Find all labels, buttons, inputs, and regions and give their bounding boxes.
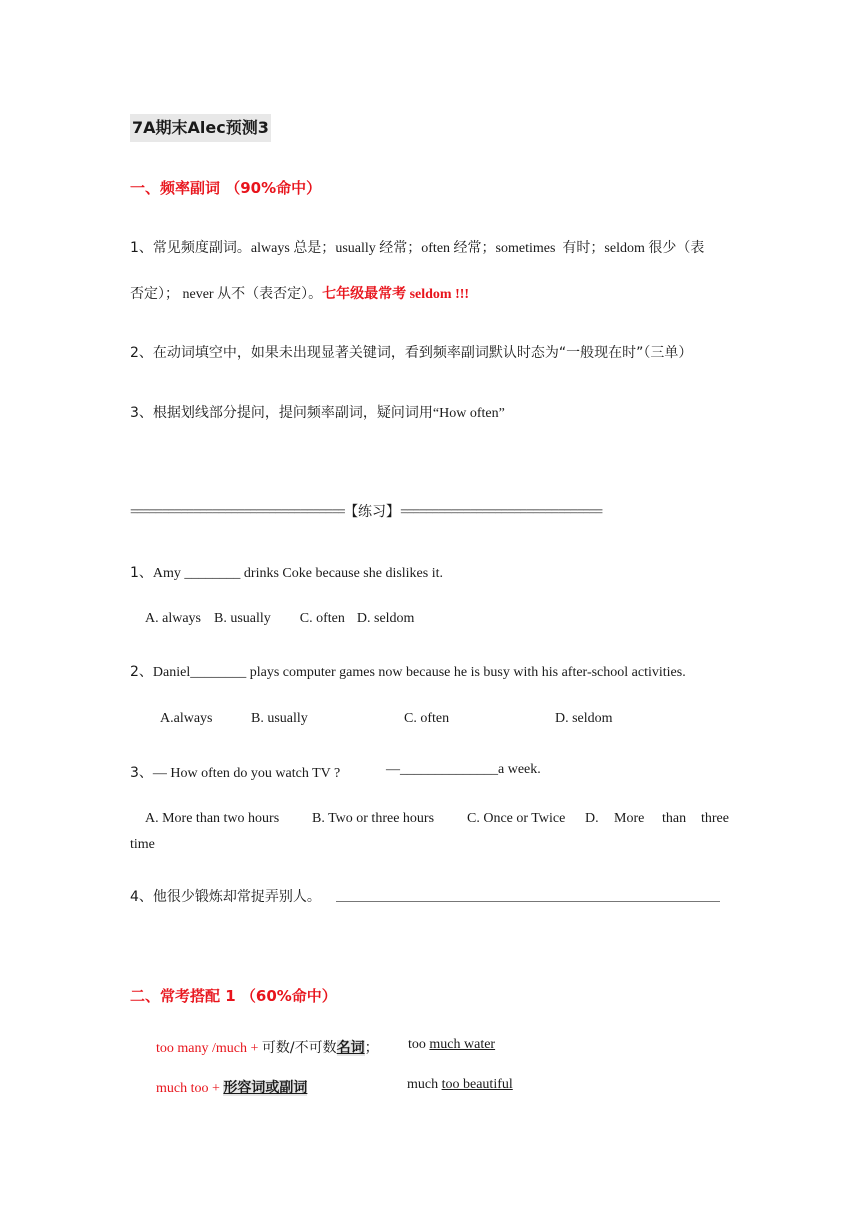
option-d-text[interactable]: More xyxy=(614,811,645,826)
question-number: 2、 xyxy=(130,664,153,680)
dash: — xyxy=(386,762,400,777)
question-text: Amy xyxy=(152,566,181,581)
rule-number: 3、 xyxy=(130,405,153,421)
example-underlined: much water xyxy=(429,1037,496,1052)
rule-text: 常见频度副词。 xyxy=(152,240,251,256)
option-d[interactable]: D. seldom xyxy=(356,611,415,626)
rule-1-line-1 xyxy=(130,237,704,257)
question-text: a week. xyxy=(498,762,541,777)
example-word: much xyxy=(407,1077,439,1092)
word-never: never xyxy=(182,287,214,302)
example-underlined: too beautiful xyxy=(441,1077,513,1092)
collocation-rule: 可数/不可数 xyxy=(261,1040,337,1056)
answer-blank[interactable]: ________ xyxy=(184,566,241,581)
option-d[interactable]: D. seldom xyxy=(555,711,613,726)
collocation-example-1 xyxy=(408,1037,495,1053)
option-c[interactable]: C. often xyxy=(299,611,345,626)
meaning: 经常； xyxy=(379,240,422,256)
rule-number: 1、 xyxy=(130,240,153,256)
practice-label: 【练习】 xyxy=(344,504,401,520)
answer-line[interactable] xyxy=(336,901,720,902)
collocation-rule-emphasis: 名词 xyxy=(336,1040,365,1056)
meaning: 有时； xyxy=(562,240,605,256)
word-often: often xyxy=(421,241,451,256)
exam-tip-word: seldom xyxy=(409,287,452,302)
option-b[interactable]: B. usually xyxy=(214,611,271,626)
option-d-text[interactable]: three xyxy=(701,811,729,826)
collocation-row-2 xyxy=(156,1077,307,1097)
option-c[interactable]: C. often xyxy=(404,711,450,726)
option-a[interactable]: A. always xyxy=(145,611,201,626)
rule-3 xyxy=(130,402,505,422)
rule-text: 在动词填空中，如果未出现显著关键词，看到频率副词默认时态为“一般现在时”（三单） xyxy=(152,345,693,361)
divider-right: ================================ xyxy=(400,505,602,520)
answer-blank[interactable]: ________ xyxy=(190,665,247,680)
question-text: drinks Coke because she dislikes it. xyxy=(243,566,443,581)
option-a[interactable]: A. More than two hours xyxy=(145,811,280,826)
collocation-row-1 xyxy=(156,1037,379,1057)
question-text: 他很少锻炼却常捉弄别人。 xyxy=(152,889,321,905)
word-usually: usually xyxy=(335,241,376,256)
question-text: Daniel xyxy=(152,665,191,680)
rule-2 xyxy=(130,342,692,362)
page-title: 7A期末Alec预测3 xyxy=(130,114,271,142)
divider-left: ================================== xyxy=(130,505,345,520)
option-d-text[interactable]: time xyxy=(130,837,155,852)
option-b[interactable]: B. Two or three hours xyxy=(312,811,435,826)
question-text: — How often do you watch TV ? xyxy=(152,766,341,781)
word-sometimes: sometimes xyxy=(495,241,556,256)
option-d[interactable]: D. xyxy=(585,811,599,826)
meaning: 否定）； xyxy=(130,286,179,302)
rule-text: 根据划线部分提问，提问频率副词，疑问词用 xyxy=(152,405,433,421)
exam-tip-emphasis: !!! xyxy=(455,287,470,302)
exam-tip: 七年级最常考 xyxy=(322,286,407,302)
option-c[interactable]: C. Once or Twice xyxy=(467,811,566,826)
collocation-example-2 xyxy=(407,1077,513,1093)
meaning: 很少（表 xyxy=(648,240,705,256)
rule-number: 2、 xyxy=(130,345,153,361)
option-d-text[interactable]: than xyxy=(662,811,687,826)
question-number: 1、 xyxy=(130,565,153,581)
meaning: 从不（表否定）。 xyxy=(217,286,323,302)
question-word-quote: “How often” xyxy=(432,406,505,421)
collocation-pattern: much too + xyxy=(156,1081,220,1096)
question-2 xyxy=(130,661,686,681)
word-seldom: seldom xyxy=(604,241,645,256)
question-3-answer xyxy=(386,762,541,778)
question-4 xyxy=(130,886,321,906)
meaning: 总是； xyxy=(293,240,336,256)
question-3 xyxy=(130,762,340,782)
collocation-pattern: too many /much + xyxy=(156,1041,259,1056)
practice-divider xyxy=(130,501,730,521)
question-number: 3、 xyxy=(130,765,153,781)
collocation-rule-emphasis: 形容词或副词 xyxy=(223,1080,308,1096)
question-text: plays computer games now because he is busy with his after-school activities. xyxy=(249,665,686,680)
example-word: too xyxy=(408,1037,426,1052)
answer-blank[interactable]: ______________ xyxy=(400,762,498,777)
separator: ； xyxy=(364,1040,379,1056)
question-number: 4、 xyxy=(130,889,153,905)
question-1-options xyxy=(145,611,414,627)
rule-1-line-2 xyxy=(130,283,469,303)
section-heading-frequency-adverbs: 一、频率副词 （90%命中） xyxy=(130,179,322,197)
meaning: 经常； xyxy=(453,240,496,256)
option-b[interactable]: B. usually xyxy=(251,711,308,726)
section-heading-collocations: 二、常考搭配 1 （60%命中） xyxy=(130,987,337,1005)
option-a[interactable]: A.always xyxy=(160,711,213,726)
word-always: always xyxy=(250,241,290,256)
question-1 xyxy=(130,562,443,582)
